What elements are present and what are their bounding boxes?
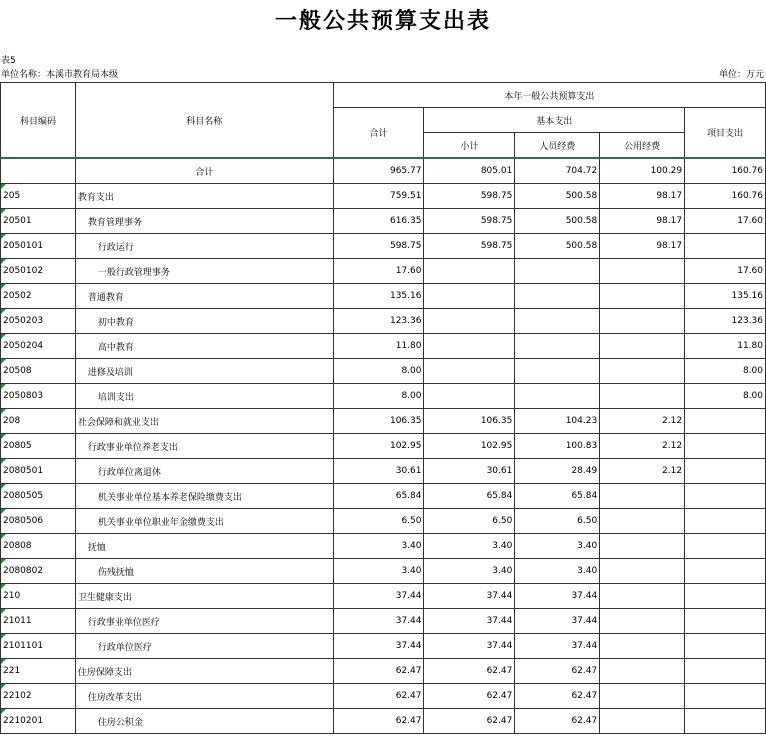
cell-project [685,609,766,634]
cell-personnel: 3.40 [515,534,600,559]
cell-subtotal: 37.44 [424,584,515,609]
cell-subtotal: 598.75 [424,209,515,234]
cell-subtotal: 102.95 [424,434,515,459]
cell-subtotal: 805.01 [424,158,515,184]
header-project: 项目支出 [685,108,766,159]
table-row [1,484,766,509]
cell-name: 行政单位离退休 [75,459,333,484]
header-code: 科目编码 [1,83,76,159]
cell-project [685,709,766,734]
table-row [1,334,766,359]
cell-public [600,584,685,609]
cell-public [600,559,685,584]
cell-name: 伤残抚恤 [75,559,333,584]
cell-subtotal [424,359,515,384]
cell-code: 2080505 [1,484,76,509]
cell-code: 2050203 [1,309,76,334]
cell-subtotal: 65.84 [424,484,515,509]
table-row [1,659,766,684]
cell-project [685,584,766,609]
cell-code: 20808 [1,534,76,559]
cell-personnel: 37.44 [515,634,600,659]
table-row [1,309,766,334]
cell-subtotal: 37.44 [424,609,515,634]
header-total: 合计 [333,108,424,159]
cell-public: 2.12 [600,459,685,484]
cell-personnel: 104.23 [515,409,600,434]
cell-code [1,158,76,184]
cell-project [685,634,766,659]
cell-code: 2101101 [1,634,76,659]
cell-public: 2.12 [600,434,685,459]
cell-public [600,659,685,684]
cell-code: 208 [1,409,76,434]
table-row [1,234,766,259]
cell-code: 21011 [1,609,76,634]
cell-personnel: 37.44 [515,584,600,609]
cell-personnel: 65.84 [515,484,600,509]
cell-public [600,509,685,534]
cell-total: 37.44 [333,634,424,659]
cell-total: 62.47 [333,709,424,734]
cell-subtotal: 3.40 [424,559,515,584]
cell-public [600,684,685,709]
cell-code: 2080501 [1,459,76,484]
cell-project: 160.76 [685,184,766,209]
cell-personnel [515,284,600,309]
cell-name: 机关事业单位基本养老保险缴费支出 [75,484,333,509]
cell-public [600,534,685,559]
cell-name: 行政运行 [75,234,333,259]
cell-personnel: 500.58 [515,184,600,209]
cell-public [600,259,685,284]
cell-personnel [515,359,600,384]
cell-code: 2050204 [1,334,76,359]
table-row [1,559,766,584]
cell-total: 37.44 [333,609,424,634]
cell-name: 机关事业单位职业年金缴费支出 [75,509,333,534]
cell-public: 98.17 [600,184,685,209]
cell-total: 62.47 [333,659,424,684]
cell-personnel [515,309,600,334]
cell-public: 98.17 [600,209,685,234]
cell-public: 98.17 [600,234,685,259]
cell-total: 8.00 [333,359,424,384]
cell-personnel: 37.44 [515,609,600,634]
cell-subtotal: 6.50 [424,509,515,534]
cell-total: 759.51 [333,184,424,209]
cell-personnel: 28.49 [515,459,600,484]
table-row [1,384,766,409]
cell-total: 135.16 [333,284,424,309]
cell-code: 20501 [1,209,76,234]
cell-total: 65.84 [333,484,424,509]
table-row [1,158,766,184]
cell-name: 进修及培训 [75,359,333,384]
table-row [1,409,766,434]
cell-subtotal [424,384,515,409]
cell-subtotal: 598.75 [424,184,515,209]
table-row [1,684,766,709]
cell-personnel: 704.72 [515,158,600,184]
cell-total: 3.40 [333,534,424,559]
cell-subtotal: 62.47 [424,659,515,684]
cell-personnel: 62.47 [515,684,600,709]
cell-subtotal: 3.40 [424,534,515,559]
budget-expenditure-table [0,82,766,734]
cell-total: 8.00 [333,384,424,409]
header-name: 科目名称 [75,83,333,159]
cell-code: 2050101 [1,234,76,259]
cell-subtotal: 30.61 [424,459,515,484]
cell-name: 行政单位医疗 [75,634,333,659]
cell-total: 17.60 [333,259,424,284]
cell-code: 210 [1,584,76,609]
cell-personnel: 62.47 [515,709,600,734]
cell-public [600,284,685,309]
cell-project: 8.00 [685,359,766,384]
table-row [1,459,766,484]
cell-name: 住房保障支出 [75,659,333,684]
cell-public [600,334,685,359]
cell-public: 2.12 [600,409,685,434]
cell-project [685,234,766,259]
cell-subtotal: 106.35 [424,409,515,434]
cell-name: 行政事业单位养老支出 [75,434,333,459]
cell-name: 住房公积金 [75,709,333,734]
table-row [1,284,766,309]
cell-total: 106.35 [333,409,424,434]
cell-name: 初中教育 [75,309,333,334]
table-row [1,509,766,534]
cell-project: 160.76 [685,158,766,184]
table-body [1,158,766,734]
table-row [1,259,766,284]
cell-name: 合计 [75,158,333,184]
table-row [1,534,766,559]
cell-public: 100.29 [600,158,685,184]
cell-project [685,409,766,434]
cell-public [600,309,685,334]
cell-total: 30.61 [333,459,424,484]
cell-code: 2050102 [1,259,76,284]
cell-name: 教育管理事务 [75,209,333,234]
cell-project [685,659,766,684]
cell-subtotal [424,334,515,359]
table-row [1,434,766,459]
cell-project: 8.00 [685,384,766,409]
cell-name: 行政事业单位医疗 [75,609,333,634]
cell-subtotal: 62.47 [424,684,515,709]
table-row [1,184,766,209]
cell-project [685,534,766,559]
cell-public [600,384,685,409]
table-row [1,609,766,634]
cell-subtotal: 37.44 [424,634,515,659]
table-row [1,634,766,659]
cell-project [685,559,766,584]
cell-total: 6.50 [333,509,424,534]
cell-total: 37.44 [333,584,424,609]
cell-name: 普通教育 [75,284,333,309]
header-subtotal: 小计 [424,133,515,159]
page-title: 一般公共预算支出表 [274,8,491,34]
cell-name: 一般行政管理事务 [75,259,333,284]
cell-total: 123.36 [333,309,424,334]
cell-name: 教育支出 [75,184,333,209]
cell-name: 抚恤 [75,534,333,559]
cell-project: 11.80 [685,334,766,359]
cell-personnel: 6.50 [515,509,600,534]
cell-name: 住房改革支出 [75,684,333,709]
table-row [1,709,766,734]
cell-code: 22102 [1,684,76,709]
cell-public [600,359,685,384]
cell-name: 培训支出 [75,384,333,409]
cell-project [685,684,766,709]
cell-code: 2080506 [1,509,76,534]
header-personnel: 人员经费 [515,133,600,159]
cell-project: 135.16 [685,284,766,309]
cell-personnel: 500.58 [515,234,600,259]
header-basic: 基本支出 [424,108,685,133]
cell-project [685,509,766,534]
cell-code: 20805 [1,434,76,459]
cell-code: 2210201 [1,709,76,734]
cell-project [685,459,766,484]
cell-total: 598.75 [333,234,424,259]
cell-project [685,434,766,459]
cell-personnel [515,334,600,359]
table-header [1,83,766,159]
header-current-year: 本年一般公共预算支出 [333,83,765,108]
cell-code: 2050803 [1,384,76,409]
unit-name: 单位名称：本溪市教育局本级 [1,70,119,80]
cell-subtotal: 598.75 [424,234,515,259]
cell-name: 社会保障和就业支出 [75,409,333,434]
cell-public [600,609,685,634]
cell-code: 20508 [1,359,76,384]
header-public: 公用经费 [600,133,685,159]
cell-project [685,484,766,509]
cell-public [600,634,685,659]
table-number: 表5 [1,56,16,66]
cell-total: 62.47 [333,684,424,709]
table-row [1,209,766,234]
cell-public [600,709,685,734]
unit-label: 单位：万元 [718,70,764,80]
cell-personnel [515,384,600,409]
cell-personnel [515,259,600,284]
cell-subtotal [424,284,515,309]
cell-public [600,484,685,509]
table-row [1,584,766,609]
cell-name: 高中教育 [75,334,333,359]
cell-personnel: 100.83 [515,434,600,459]
table-row [1,359,766,384]
cell-project: 17.60 [685,209,766,234]
cell-total: 11.80 [333,334,424,359]
cell-code: 2080802 [1,559,76,584]
cell-personnel: 3.40 [515,559,600,584]
cell-project: 123.36 [685,309,766,334]
cell-total: 102.95 [333,434,424,459]
cell-project: 17.60 [685,259,766,284]
cell-name: 卫生健康支出 [75,584,333,609]
cell-code: 20502 [1,284,76,309]
cell-subtotal [424,259,515,284]
cell-code: 205 [1,184,76,209]
cell-personnel: 62.47 [515,659,600,684]
cell-personnel: 500.58 [515,209,600,234]
cell-total: 3.40 [333,559,424,584]
cell-subtotal: 62.47 [424,709,515,734]
cell-total: 965.77 [333,158,424,184]
cell-code: 221 [1,659,76,684]
cell-total: 616.35 [333,209,424,234]
cell-subtotal [424,309,515,334]
